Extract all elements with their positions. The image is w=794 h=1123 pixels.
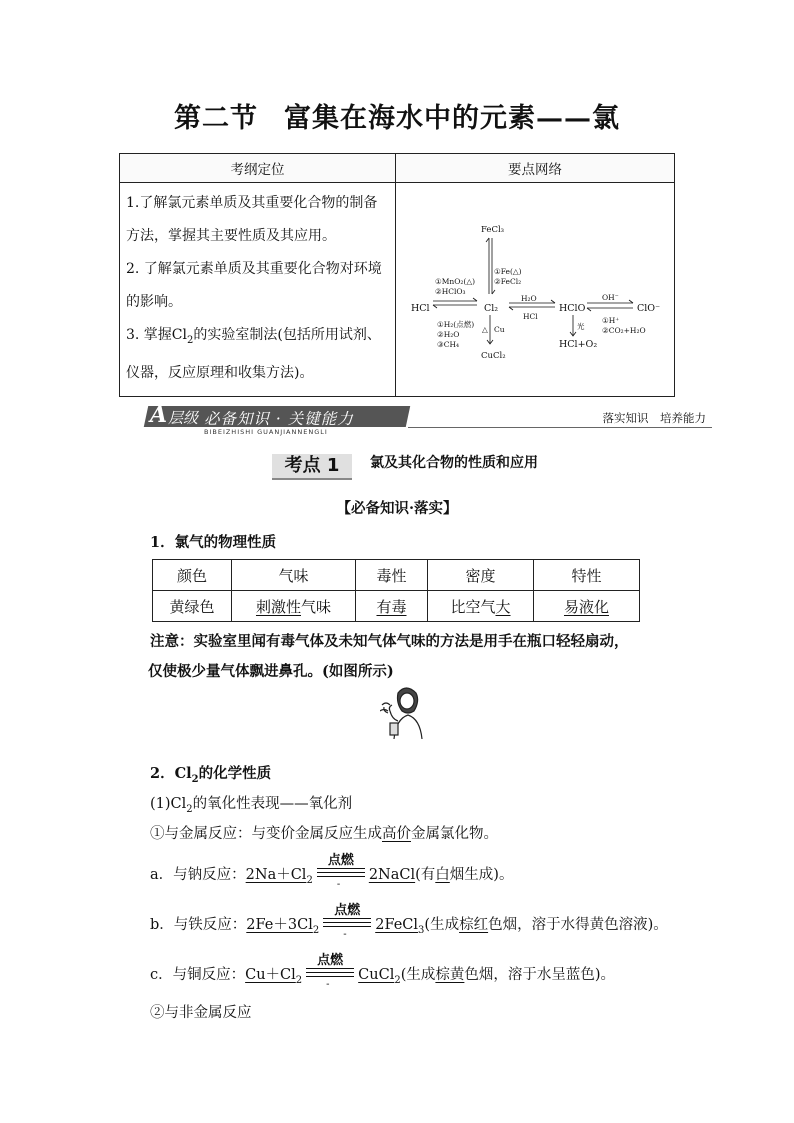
note-text (150, 627, 676, 687)
rxn-hclo3: ②HClO₃ (435, 287, 466, 296)
label-hcl: HCl (523, 312, 538, 321)
banner-level: 层级 (168, 409, 199, 427)
cell-density: 比空气大 (428, 591, 534, 622)
th-density: 密度 (428, 560, 534, 591)
table-row (153, 560, 640, 591)
node-hcl-o2: HCl+O₂ (559, 339, 598, 350)
label-hplus: ①H⁺ (602, 316, 620, 325)
condition-arrow: 点燃 - (321, 911, 373, 931)
banner-title: 必备知识 · 关键能力 (204, 410, 354, 428)
reaction-copper: c．与铜反应：$Cu+Cl_2$ 点燃 - CuCl$_2$(生成棕黄色烟，溶于水呈蓝色)。 (150, 953, 616, 990)
note-line-2: 仅使极少量气体飘进鼻孔。(如图所示) (148, 663, 394, 680)
title-section: 第二节 (174, 103, 258, 134)
nonmetal-reaction: ②与非金属反应 (150, 1005, 252, 1021)
cell-toxicity: 有毒 (356, 591, 428, 622)
reaction-iron: b．与铁反应：$2Fe+3Cl_2$ 点燃 - 2FeCl$_3$(生成棕红色烟，溶于水得黄色溶液)。 (150, 903, 668, 940)
s2-title: 2．$Cl_2$的化学性质 (150, 765, 272, 785)
outline-header-1: 考纲定位 (120, 154, 396, 183)
cell-odor: 刺激性气味 (232, 591, 356, 622)
label-delta: △ (482, 325, 488, 334)
th-feature: 特性 (534, 560, 640, 591)
rxn-h2o: ②H₂O (437, 330, 460, 339)
node-cl2: Cl₂ (484, 303, 499, 314)
node-hcl: HCl (411, 303, 430, 314)
section-subtitle: 【必备知识·落实】 (336, 500, 458, 517)
label-h2o: H₂O (521, 294, 537, 303)
physical-properties-table (152, 559, 640, 622)
title-topic: 富集在海水中的元素——氯 (284, 103, 620, 134)
rxn-fe: ①Fe(△) (494, 267, 522, 276)
banner-right: 落实知识 培养能力 (602, 411, 706, 425)
page-title (0, 96, 794, 135)
s2-1-title: $(1)Cl_2$的氧化性表现——氧化剂 (150, 796, 353, 815)
th-toxicity: 毒性 (356, 560, 428, 591)
th-odor: 气味 (232, 560, 356, 591)
cell-color: 黄绿色 (153, 591, 232, 622)
kaodian-label: 考点 1 (272, 454, 352, 480)
cell-feature: 易液化 (534, 591, 640, 622)
th-color: 颜色 (153, 560, 232, 591)
node-cucl2: CuCl₂ (481, 351, 506, 361)
label-cu: Cu (494, 325, 505, 334)
metal-reaction-intro: ①与金属反应：与变价金属反应生成高价金属氯化物。 (150, 826, 498, 842)
banner-pinyin: BIBEIZHISHI GUANJIANNENGLI (204, 428, 328, 436)
rxn-ch4: ③CH₄ (437, 340, 460, 349)
rxn-fecl2: ②FeCl₂ (494, 277, 522, 286)
node-hclo: HClO (559, 303, 586, 314)
kaodian-heading (272, 452, 538, 480)
kaodian-text: 氯及其化合物的性质和应用 (370, 455, 538, 471)
label-oh: OH⁻ (602, 293, 619, 302)
objective-1: 1.了解氯元素单质及其重要化合物的制备方法，掌握其主要性质及其应用。 (126, 195, 378, 244)
chlorine-network-diagram (396, 183, 675, 397)
condition-arrow: 点燃 - (315, 861, 367, 881)
reaction-sodium: a．与钠反应：$2Na+Cl_2$ 点燃 - 2NaCl(有白烟生成)。 (150, 853, 514, 890)
level-banner (146, 402, 712, 436)
condition-arrow: 点燃 - (304, 961, 356, 981)
outline-header-2: 要点网络 (396, 154, 675, 183)
node-fecl3: FeCl₃ (481, 225, 505, 235)
banner-a: A (150, 402, 168, 428)
node-clo: ClO⁻ (637, 303, 661, 314)
note-line-1: 注意：实验室里闻有毒气体及未知气体气味的方法是用手在瓶口轻轻扇动， (150, 633, 629, 650)
objective-2: 2. 了解氯元素单质及其重要化合物对环境的影响。 (126, 261, 382, 310)
rxn-h2: ①H₂(点燃) (437, 320, 475, 329)
table-row (153, 591, 640, 622)
s1-title: 1．氯气的物理性质 (150, 534, 277, 551)
outline-objectives (120, 183, 396, 397)
network-svg (397, 184, 673, 374)
rxn-mno2: ①MnO₂(△) (435, 277, 476, 286)
banner-rule (408, 427, 712, 428)
label-co2: ②CO₂+H₂O (602, 326, 646, 335)
label-light: 光 (577, 322, 585, 331)
outline-table (119, 153, 675, 397)
smelling-illustration (380, 683, 432, 741)
objective-3: 3. 掌握$Cl_2$的实验室制法(包括所用试剂、仪器，反应原理和收集方法)。 (126, 327, 381, 381)
